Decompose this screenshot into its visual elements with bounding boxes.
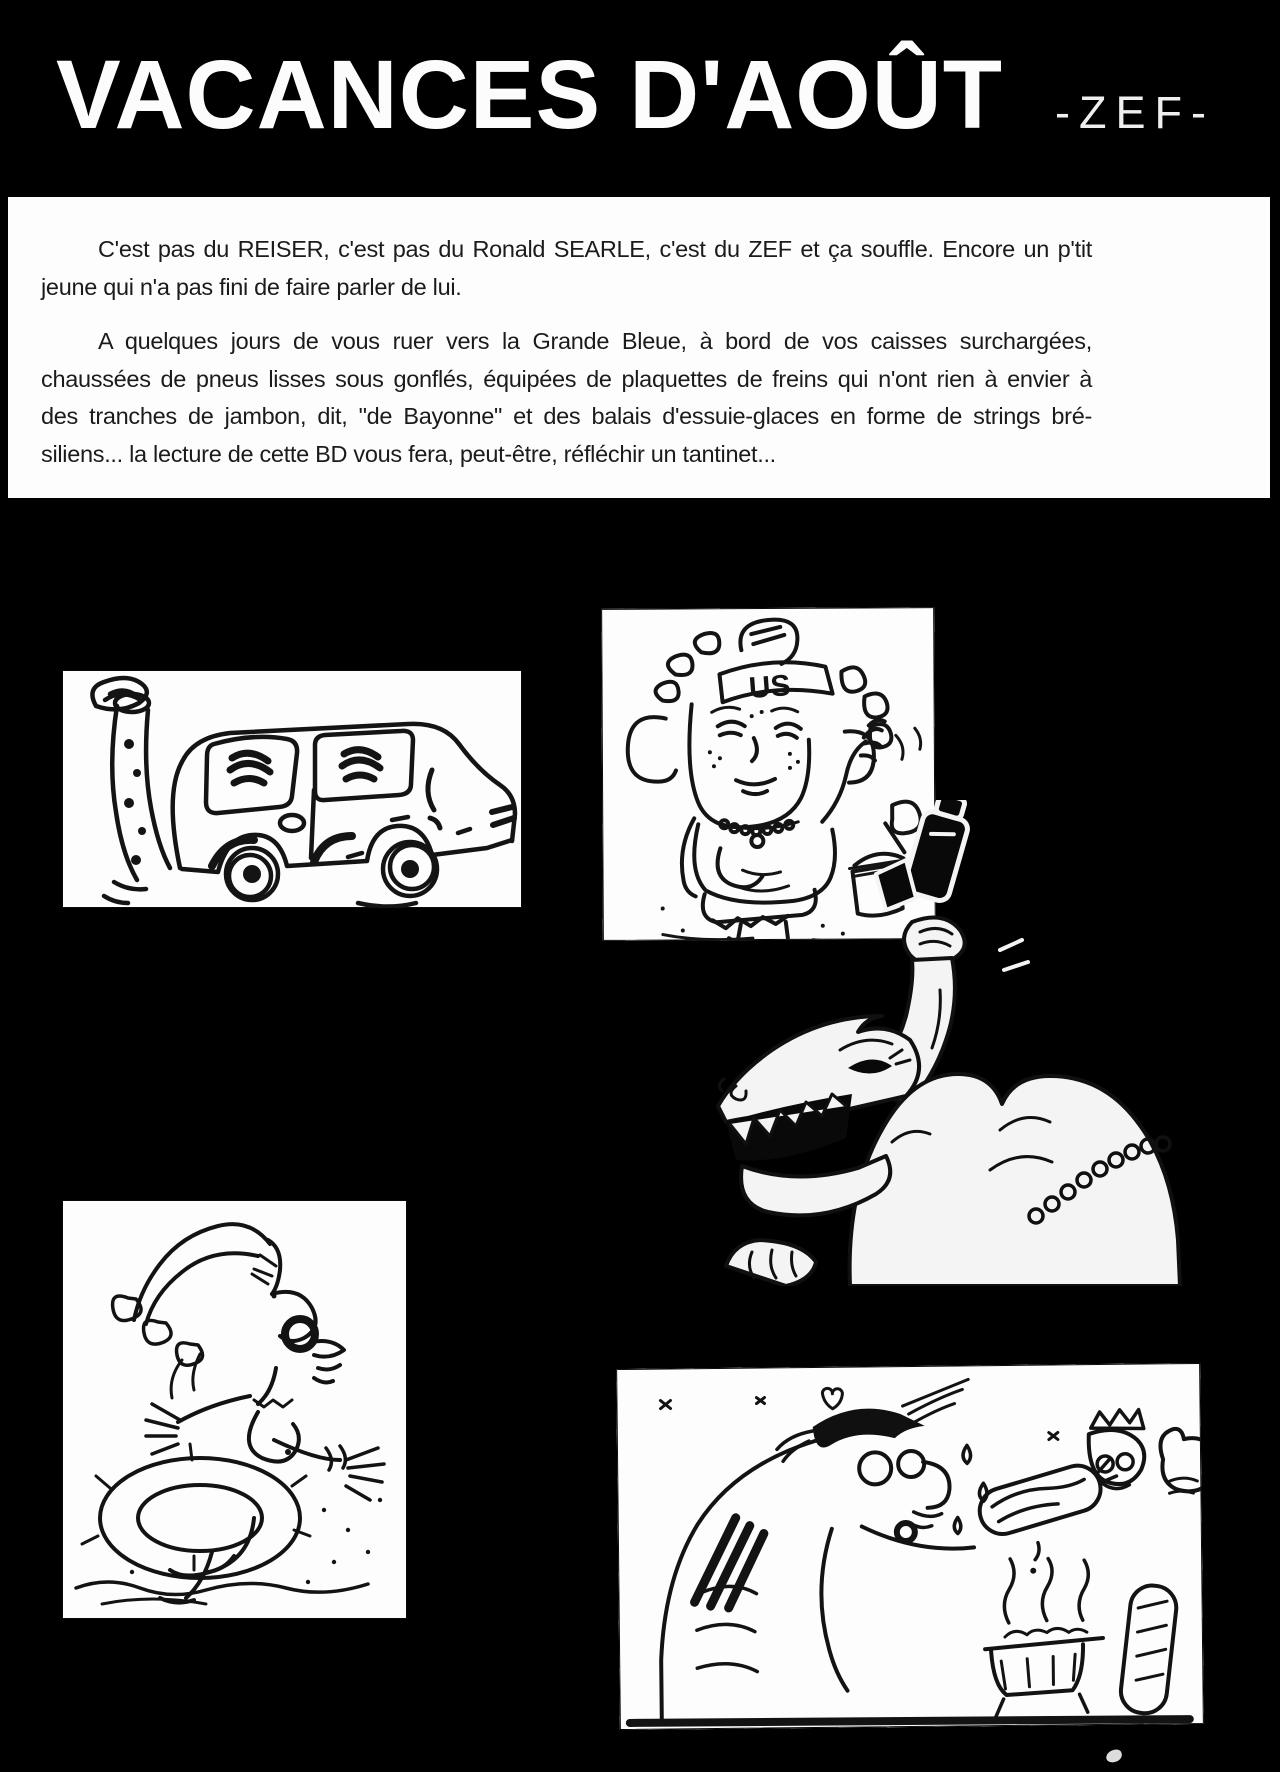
running-woman-drawing <box>62 1200 407 1619</box>
intro-text-block <box>8 197 1270 498</box>
intro-line: des tranches de jambon, dit, "de Bayonne" et des balais d'essuie-glaces en forme de strings bré- <box>41 403 1092 429</box>
headband-label: US <box>747 669 792 706</box>
intro-line: jeune qui n'a pas fini de faire parler de lui. <box>41 273 462 300</box>
paper-speck <box>1105 1748 1123 1764</box>
intro-line: chaussées de pneus lisses sous gonflés, équipées de plaquettes de freins qui n'ont rien à envier à <box>41 365 1092 392</box>
panel-running-woman <box>62 1200 407 1619</box>
intro-line: C'est pas du REISER, c'est pas du Ronald SEARLE, c'est du ZEF et ça souffle. Encore un p'tit <box>98 236 1092 262</box>
page-title: VACANCES D'AOÛT <box>56 40 1004 149</box>
intro-line: A quelques jours de vous ruer vers la Grande Bleue, à bord de vos caisses surchargées, <box>98 328 1092 354</box>
car-drawing <box>62 670 522 908</box>
intro-line: siliens... la lecture de cette BD vous fera, peut-être, réfléchir un tantinet... <box>41 440 776 467</box>
crocodile-drawing <box>700 800 1186 1286</box>
author-signature: -ZEF- <box>1055 87 1215 138</box>
panel-car <box>62 670 522 908</box>
masthead <box>56 40 1215 149</box>
drawing-crocodile <box>700 800 1186 1286</box>
beach-cook-drawing <box>616 1363 1204 1730</box>
intro-paragraph-1 <box>41 231 1092 306</box>
panel-beach-cook <box>616 1363 1204 1730</box>
intro-paragraph-2 <box>41 323 1092 473</box>
